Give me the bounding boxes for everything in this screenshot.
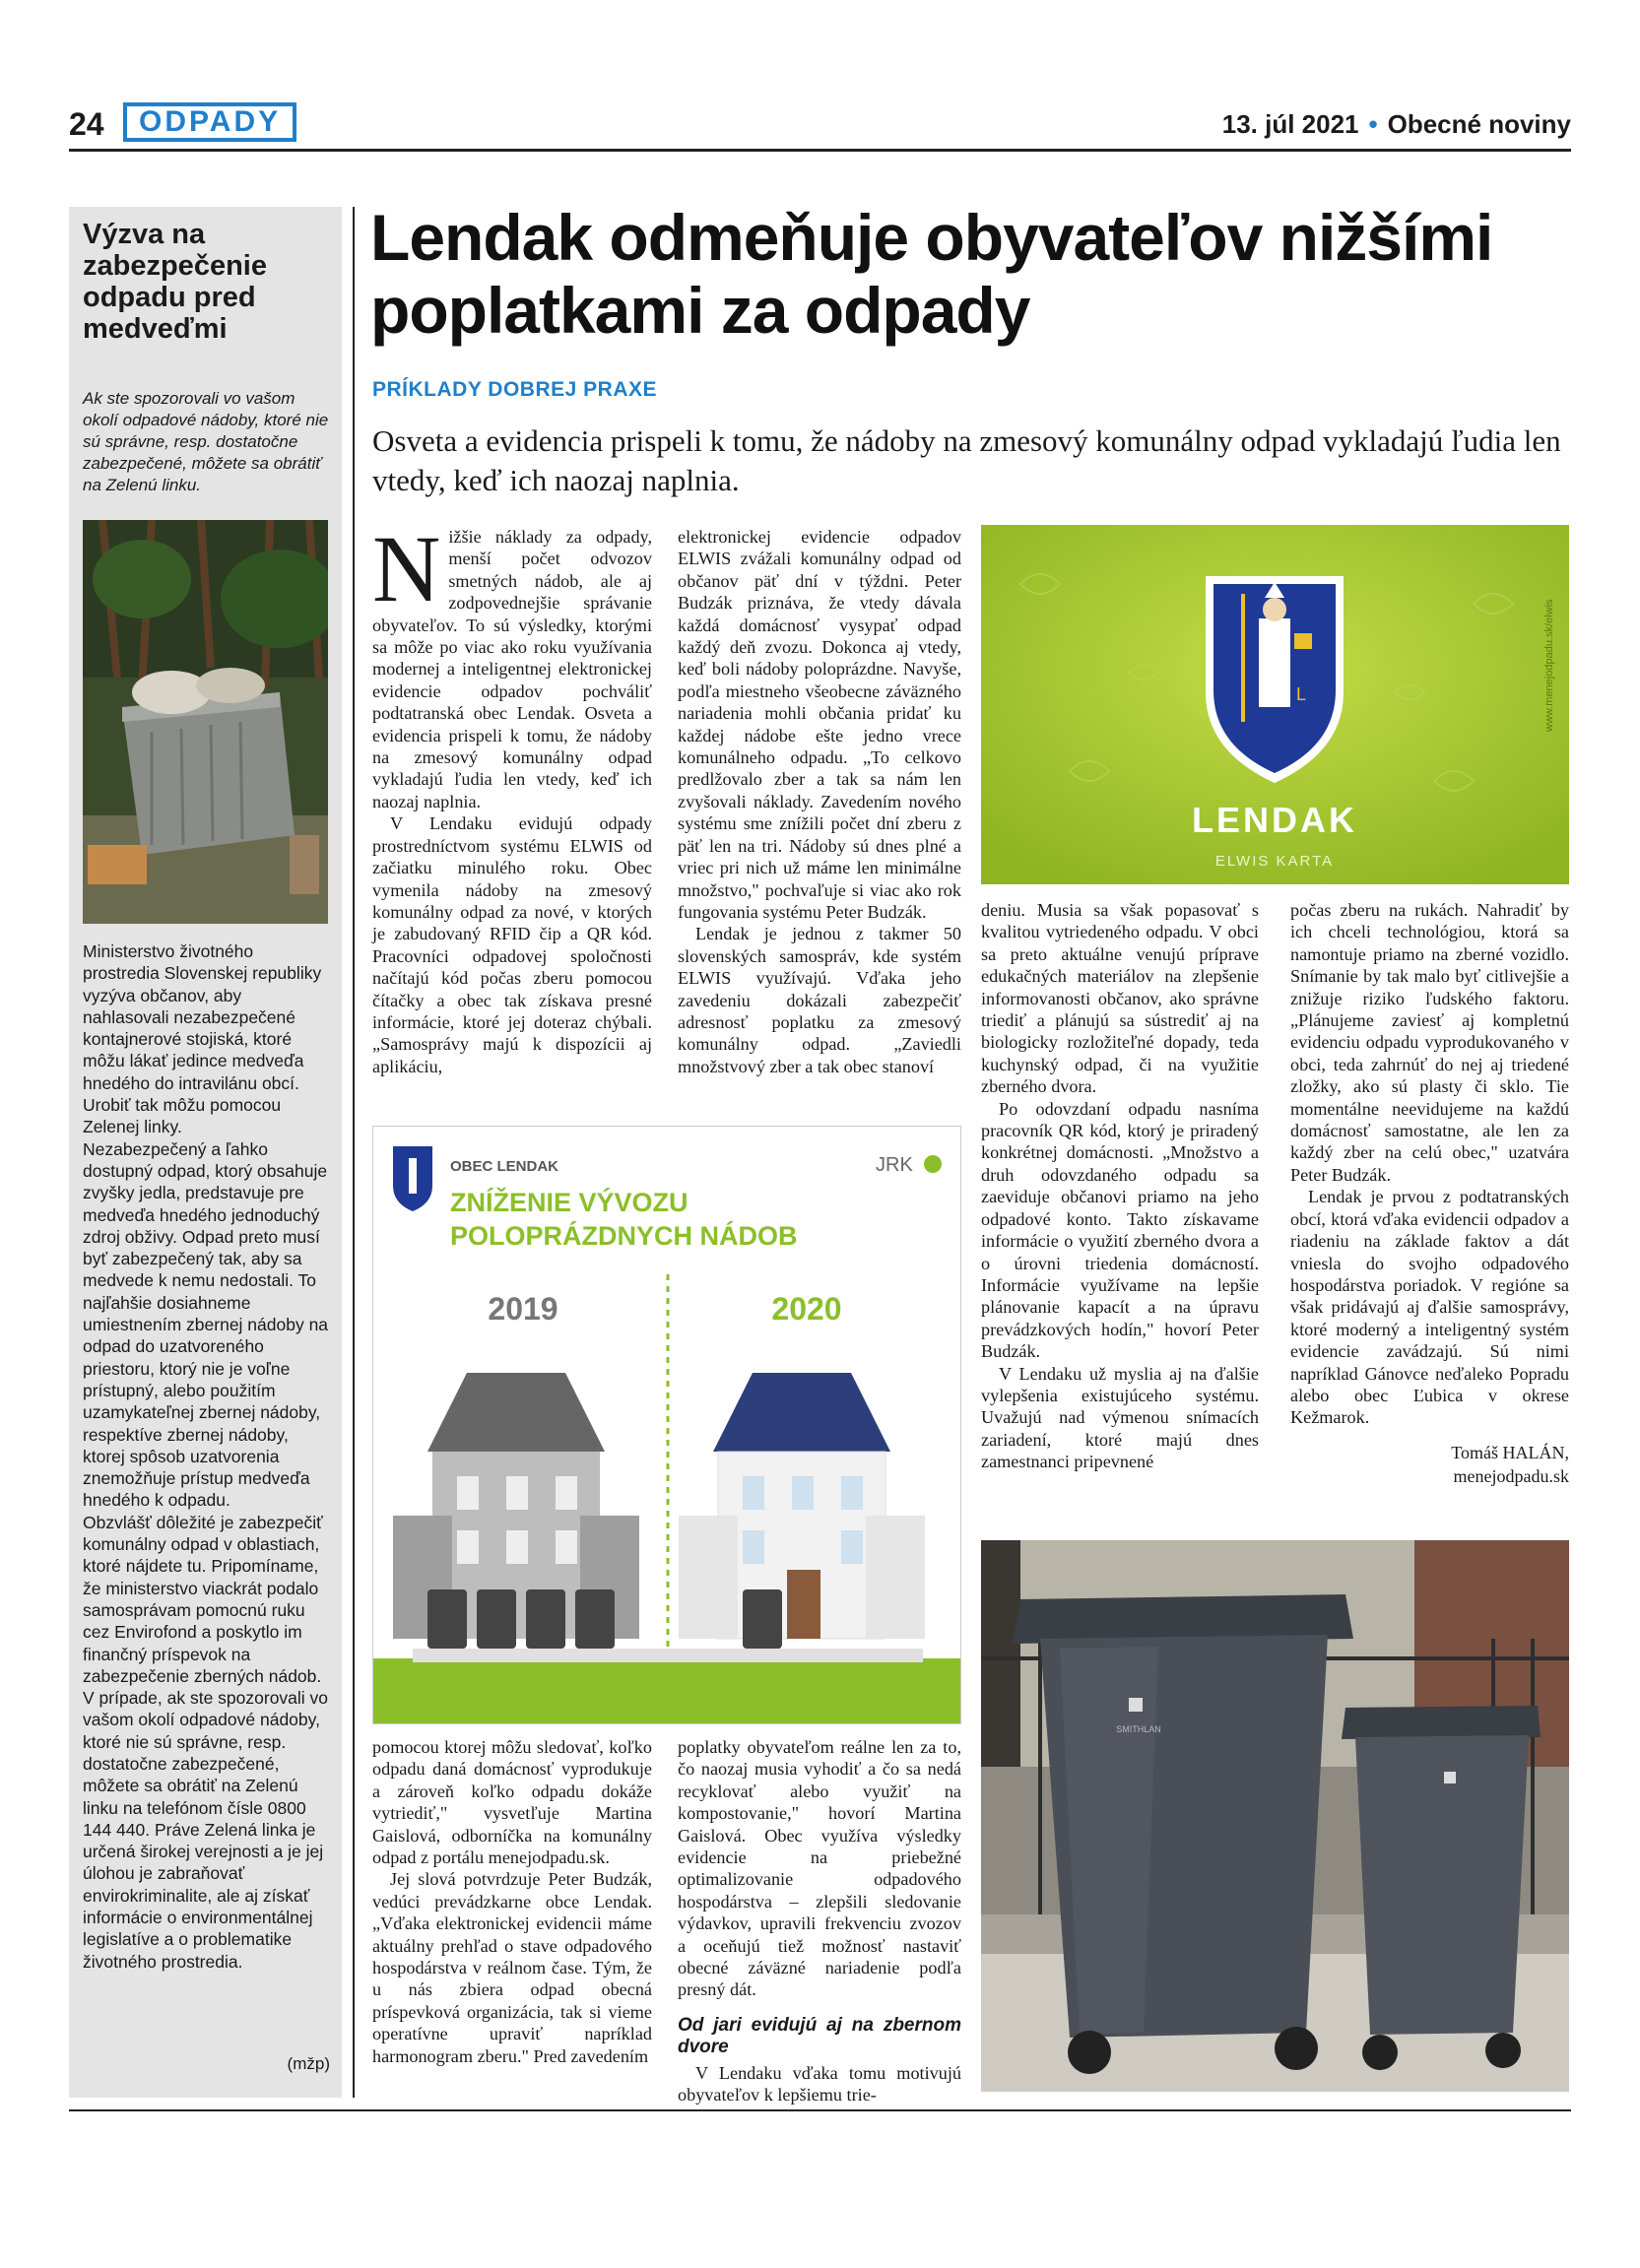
section-label: ODPADY [123,102,296,142]
sidebar-body [83,940,331,1973]
article-paragraph: elektronickej evidencie odpadov ELWIS zvážali komunálny odpad od občanov päť dní v týždni. Peter Budzák priznáva, že vtedy dávala každá domácnosť vysypať odpad každý deň zvozu. Dokonca aj vtedy, keď boli nádoby poloprázdne. Navyše, podľa miestneho všeobecne záväzného nariadenia mohli občania pridať ku každej nádobe ešte jedno vrece komunálneho odpadu. „To celkovo predlžovalo zber a tak sa nám len zvyšovali náklady. Zavedením nového systému sme znížili počet dní zberu z päť len na tri. Nádoby sú dnes plné a vriec pri nich už máme len minimálne množstvo," pochvaľuje si viac ako rok fungovania systému Peter Budzák. [678,527,961,922]
article-paragraph: Lendak je prvou z podtatranských obcí, ktorá vďaka evidencii odpadov a riadeniu na základe faktov a dát vniesla do svojho odpadového hospodárstva poriadok. V regióne sa však pridávajú aj ďalšie samosprávy, ktoré moderný a inteligentný systém evidencie zavádzajú. Sú nimi napríklad Gánovce neďaleko Popradu alebo obec Ľubica v okrese Kežmarok. [1290,1187,1569,1428]
lendak-card-name: LENDAK [1192,800,1357,840]
article-column-3 [981,899,1259,1473]
infographic-title-1: ZNÍŽENIE VÝVOZU [450,1188,689,1217]
sidebar-box [69,207,342,2098]
waste-bins-photo [981,1540,1569,2092]
sidebar-signature: (mžp) [287,2054,330,2073]
bin-label: SMITHLAN [1116,1724,1161,1734]
author-block [1290,1441,1569,1488]
article-paragraph: pomocou ktorej môžu sledovať, koľko odpadu daná domácnosť vyprodukuje a zároveň koľko odpadu dokáže vytriediť," vysvetľuje Martina Gaislová, odborníčka na komunálny odpad z portálu menejodpadu.sk. [372,1737,652,1868]
page-number: 24 [69,106,104,142]
sidebar-title: Výzva na zabezpečenie odpadu pred medveďmi [83,219,267,345]
sidebar-paragraph: Obzvlášť dôležité je zabezpečiť komunálny odpad v oblastiach, ktoré nájdete tu. Pripomíname, že ministerstvo viackrát podalo samosprávam pomocnú ruku cez Envirofond a poskytlo im finančný príspevok na zabezpečenie zberných nádob. V prípade, ak ste spozorovali vo vašom okolí odpadové nádoby, ktoré nie sú správne, resp. dostatočne zabezpečené, môžete sa obrátiť na Zelenú linku na telefónom čísle 0800 144 440. Práve Zelená linka je určená širokej verejnosti a je jej úlohou je zabraňovať envirokriminalite, ale aj získať informácie o environmentálnej legislatíve a o problematike životného prostredia. [83,1512,329,1972]
article-paragraph-text: ižšie náklady za odpady, menší počet odvozov smetných nádob, ale aj zodpovednejšie správanie obyvateľov. To sú výsledky, ktorými sa môže po viac ako roku využívania modernej a inteligentnej elektronickej evidencie odpadov pochváliť podtatranská obec Lendak. Osveta a evidencia prispeli k tomu, že nádoby na zmesový komunálny odpad vykladajú ľudia len vtedy, keď ich naozaj naplnia. [372,527,652,811]
reduction-infographic [372,1126,961,1724]
article-paragraph: Po odovzdaní odpadu nasníma pracovník QR kód, ktorý je priradený konkrétnej domácnosti. „Množstvo a druh odovzdaného odpadu sa zaeviduje občanovi priamo na jeho odpadové konto. Takto získavame informácie o využití zberného dvora a o úrovni triedenia domácností. Informácie využívame na lepšie plánovanie kapacít a na úpravu prevádzkových hodín," hovorí Peter Budzák. [981,1098,1259,1362]
article-column-2 [678,526,961,1077]
article-subheading: Od jari evidujú aj na zbernom dvore [678,2014,961,2057]
article-paragraph: Jej slová potvrdzuje Peter Budzák, vedúci prevádzkarne obce Lendak. „Vďaka elektronickej evidencii máme aktuálny prehľad o stave odpadového hospodárstva v reálnom čase. Tým, že u nás zbiera odpad obecná príspevková organizácia, tak si vieme operatívne upraviť napríklad harmonogram zberu." Pred zavedením [372,1869,652,2066]
masthead-right [1222,109,1571,140]
article-paragraph: Lendak je jednou z takmer 50 slovenských samospráv, kde systém ELWIS využívajú. Vďaka jeho zavedeniu dokázali zabezpečiť adresnosť poplatku za zmesový komunálny odpad. „Zaviedli množstvový zber a tak obec stanoví [678,924,961,1076]
sidebar-divider [353,207,355,2098]
sidebar-paragraph: Ministerstvo životného prostredia Slovenskej republiky vyzýva občanov, aby nahlasovali nezabezpečené kontajnerové stojiská, ktoré môžu lákať jedince medveďa hnedého do intravilánu obcí. Urobiť tak môžu pomocou Zelenej linky. [83,941,322,1137]
author-source: menejodpadu.sk [1453,1465,1569,1486]
article-paragraph: V Lendaku vďaka tomu motivujú obyvateľov k lepšiemu trie- [678,2062,961,2106]
article-lede: Osveta a evidencia prispeli k tomu, že nádoby na zmesový komunálny odpad vykladajú ľudia len vtedy, keď ich naozaj naplnia. [372,423,1561,497]
issue-date: 13. júl 2021 [1221,109,1359,139]
article-kicker: PRÍKLADY DOBREJ PRAXE [372,378,657,401]
drop-cap: N [372,516,441,621]
article-paragraph: deniu. Musia sa však popasovať s kvalitou vytriedeného odpadu. V obci sa preto aktuálne venujú príprave edukačných materiálov na zlepšenie informovanosti občanov, ako správne triediť a plánujú sa sústrediť aj na biologicky rozložiteľné dopady, teda kuchynský odpad, či na využitie zberného dvora. [981,900,1259,1097]
header-rule [69,149,1571,152]
article-column-2-continued [678,1736,961,2106]
svg-text:L: L [1296,684,1307,704]
sidebar-lede: Ak ste spozorovali vo vašom okolí odpadové nádoby, ktoré nie sú správne, resp. dostatočne zabezpečené, môžete sa obrátiť na Zelenú linku. [83,389,329,494]
infographic-year-left: 2019 [488,1291,558,1327]
article-paragraph [372,516,652,812]
infographic-year-right: 2020 [771,1291,842,1327]
article-paragraph: V Lendaku už myslia aj na ďalšie vylepšenia existujúceho systému. Uvažujú nad výmenou snímacích zariadení, ktoré majú dnes zamestnanci pripevnené [981,1363,1259,1472]
infographic-logo: JRK [876,1154,913,1176]
sidebar-paragraph: Nezabezpečený a ľahko dostupný odpad, ktorý obsahuje zvyšky jedla, predstavuje pre medveďa hnedého jednoduchý zdroj obživy. Odpad preto musí byť zabezpečený tak, aby sa medvede k nemu nedostali. To najľahšie dosiahneme umiestnením zbernej nádoby na odpad do uzatvoreného priestoru, ktorý nie je voľne prístupný, alebo použitím uzamykateľnej zbernej nádoby, respektíve zbernej nádoby, ktorej spôsob uzatvorenia znemožňuje prístup medveďa hnedého k odpadu. [83,1138,329,1511]
article-paragraph: V Lendaku evidujú odpady prostredníctvom systému ELWIS od začiatku minulého roku. Obec vymenila nádoby na zmesový komunálny odpad za nové, v ktorých je zabudovaný RFID čip a QR kód. Pracovníci odpadovej spoločnosti načítajú kód počas zberu pomocou čítačky a obec tak získava presné informácie, ktoré jej doteraz chýbali. „Samosprávy majú k dispozícii aj aplikáciu, [372,813,652,1076]
infographic-town: OBEC LENDAK [450,1158,559,1175]
article-paragraph: počas zberu na rukách. Nahradiť by ich chceli technológiou, ktorá sa namontuje priamo na zberné vozidlo. Snímanie by tak malo byť citlivejšie a znižuje riziko ľudského faktoru. „Plánujeme zaviesť aj kompletnú evidenciu odpadu vyprodukovaného v obci, teda zahrnúť do nej aj triedené zložky, ako sú plasty či sklo. Tie momentálne neevidujeme na každú domácnosť samostatne, ale len za každý zber na celú obec," uzatvára Peter Budzák. [1290,900,1569,1185]
lendak-card-url: www.menejodpadu.sk/elwis [1543,599,1555,732]
separator-dot: • [1368,109,1378,139]
article-paragraph: poplatky obyvateľom reálne len za to, čo naozaj musia vyhodiť a čo sa nedá recyklovať alebo využiť na kompostovanie," hovorí Martina Gaislová. Obec využíva výsledky evidencie na priebežné optimalizovanie odpadového hospodárstva – zlepšili sledovanie výdavkov, upravili frekvenciu zvozov a oceňujú tiež možnosť nastaviť obecné záväzné nariadenie podľa presný dát. [678,1737,961,2000]
article-column-1 [372,516,652,1077]
publication-name: Obecné noviny [1387,109,1571,139]
author-name: Tomáš HALÁN, [1451,1442,1569,1462]
bear-bin-photo [83,520,328,924]
infographic-title-2: POLOPRÁZDNYCH NÁDOB [450,1221,798,1251]
article-column-1-continued [372,1736,652,2067]
lendak-elwis-card-image [981,525,1569,884]
footer-rule [69,2109,1571,2111]
article-headline: Lendak odmeňuje obyvateľov nižšími poplatkami za odpady [370,201,1493,347]
lendak-card-sub: ELWIS KARTA [1214,853,1335,870]
article-column-4 [1290,899,1569,1488]
